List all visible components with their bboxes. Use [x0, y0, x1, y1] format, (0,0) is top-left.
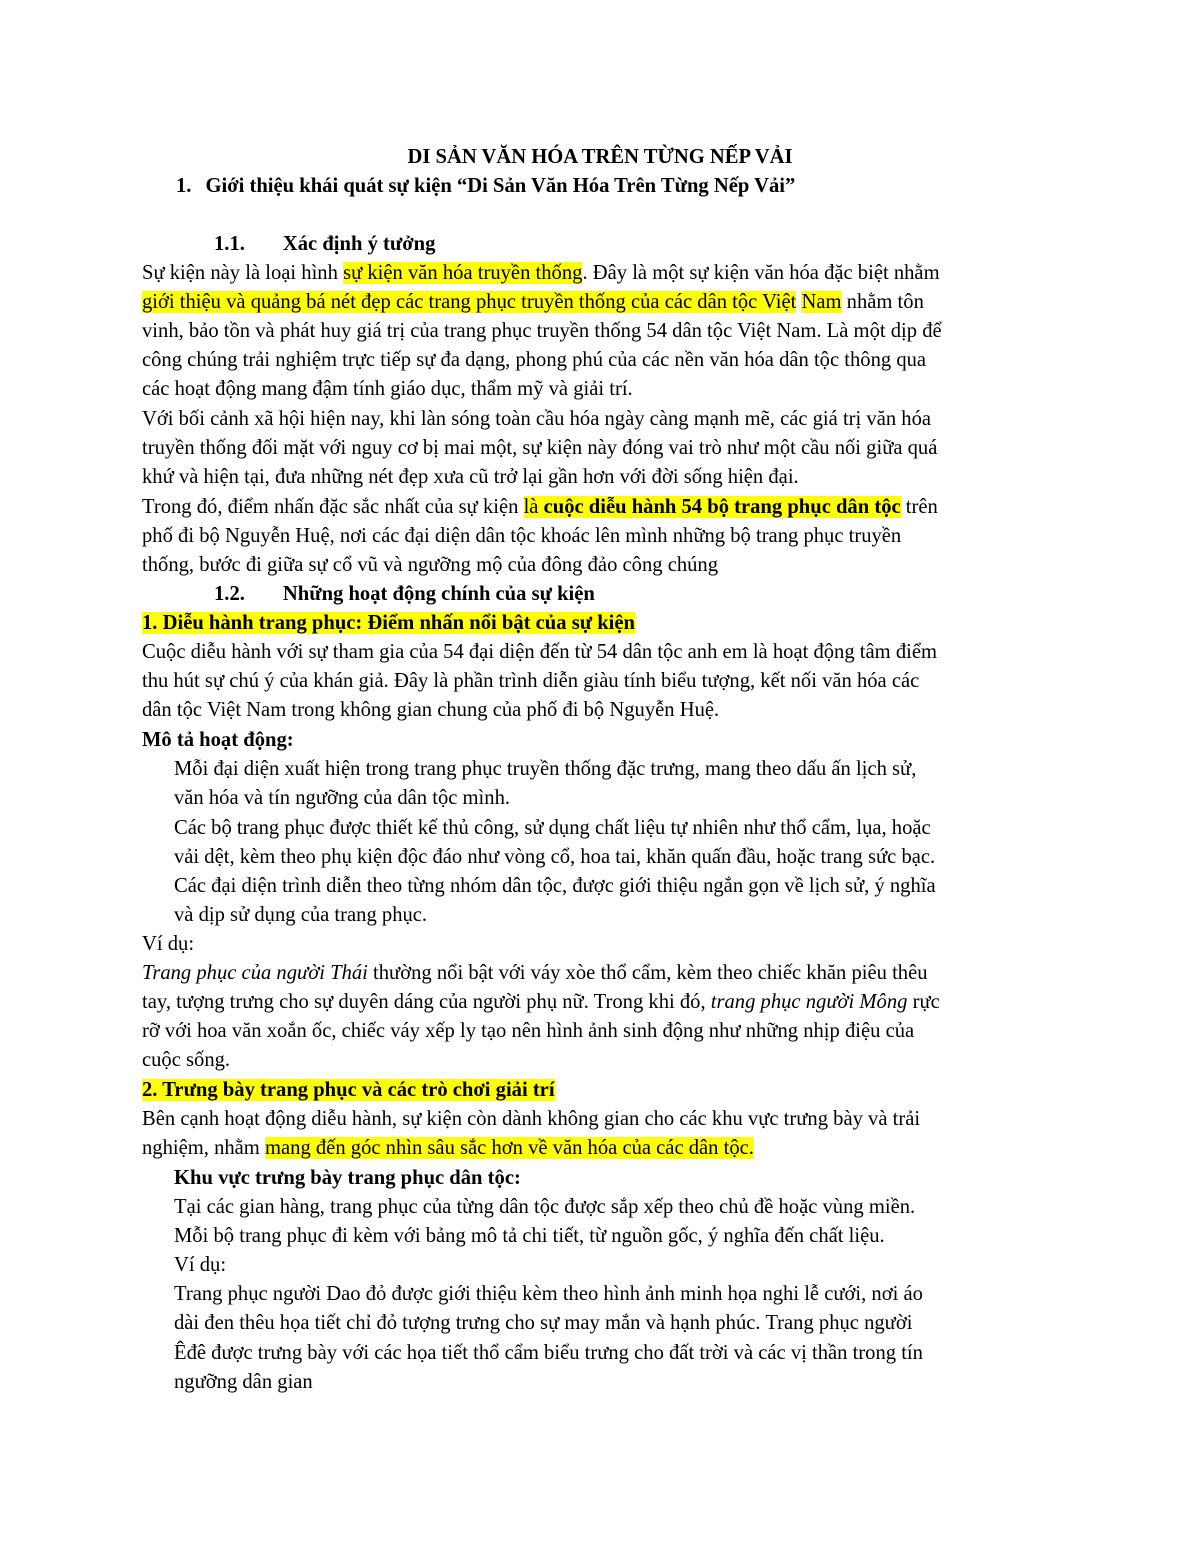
paragraph-line — [142, 988, 940, 1017]
highlighted-heading: 2. Trưng bày trang phục và các trò chơi giải trí — [142, 1079, 555, 1101]
text-run: Sự kiện này là loại hình — [142, 262, 344, 284]
paragraph-line — [142, 259, 940, 288]
heading-1-1-text: Xác định ý tưởng — [282, 233, 436, 255]
heading-1-2-text: Những hoạt động chính của sự kiện — [282, 583, 595, 605]
text-run: tay, tượng trưng cho sự duyên dáng của người phụ nữ. Trong khi đó, — [142, 991, 711, 1013]
heading-1-1-number: 1.1. — [214, 233, 245, 255]
paragraph-line: phố đi bộ Nguyễn Huệ, nơi các đại diện dân tộc khoác lên mình những bộ trang phục truyền — [142, 525, 902, 547]
paragraph-line — [142, 493, 938, 522]
paragraph-line: ngưỡng dân gian — [174, 1371, 313, 1393]
highlighted-text: mang đến góc nhìn sâu sắc hơn về văn hóa của các dân tộc. — [264, 1137, 754, 1159]
paragraph-line: văn hóa và tín ngưỡng của dân tộc mình. — [174, 787, 511, 809]
paragraph-line: Với bối cảnh xã hội hiện nay, khi làn sóng toàn cầu hóa ngày càng mạnh mẽ, các giá trị văn hóa — [142, 408, 932, 430]
text-run: . Đây là một sự kiện văn hóa đặc biệt nhằm — [582, 262, 940, 284]
paragraph-line: vải dệt, kèm theo phụ kiện độc đáo như vòng cổ, hoa tai, khăn quấn đầu, hoặc trang sức bạc. — [174, 846, 936, 868]
paragraph-line: dân tộc Việt Nam trong không gian chung của phố đi bộ Nguyễn Huệ. — [142, 699, 720, 721]
paragraph-line: Trang phục người Dao đỏ được giới thiệu kèm theo hình ảnh minh họa nghi lễ cưới, nơi áo — [174, 1283, 923, 1305]
paragraph-line: và dịp sử dụng của trang phục. — [174, 904, 428, 926]
paragraph-line: Êđê được trưng bày với các họa tiết thổ cẩm biểu trưng cho đất trời và các vị thần trong tín — [174, 1342, 923, 1364]
heading-1-number: 1. — [176, 175, 192, 197]
paragraph-line: Các đại diện trình diễn theo từng nhóm dân tộc, được giới thiệu ngắn gọn về lịch sử, ý nghĩa — [174, 875, 936, 897]
display-area-heading: Khu vực trưng bày trang phục dân tộc: — [174, 1167, 521, 1189]
italic-text: trang phục người Mông — [710, 991, 908, 1013]
document-title: DI SẢN VĂN HÓA TRÊN TỪNG NẾP VẢI — [407, 146, 793, 168]
paragraph-line: khứ và hiện tại, đưa những nét đẹp xưa cũ trở lại gần hơn với đời sống hiện đại. — [142, 466, 799, 488]
example-label: Ví dụ: — [142, 933, 195, 955]
paragraph-line: Các bộ trang phục được thiết kế thủ công, sử dụng chất liệu tự nhiên như thổ cẩm, lụa, hoặc — [174, 817, 931, 839]
highlighted-text: là — [523, 496, 544, 518]
text-run: trên — [900, 496, 938, 518]
text-run: thường nổi bật với váy xòe thổ cẩm, kèm theo chiếc khăn piêu thêu — [367, 962, 928, 984]
paragraph-line — [142, 959, 928, 988]
text-run: nhằm tôn — [841, 291, 924, 313]
section-1-heading — [142, 609, 635, 638]
paragraph-line: công chúng trải nghiệm trực tiếp sự đa dạng, phong phú của các nền văn hóa dân tộc thông qua — [142, 349, 927, 371]
description-heading: Mô tả hoạt động: — [142, 729, 294, 751]
highlighted-text: giới thiệu và quảng bá nét đẹp các trang phục truyền thống của các dân tộc Việt — [142, 291, 797, 313]
heading-1-2 — [214, 580, 595, 609]
paragraph-line: Mỗi đại diện xuất hiện trong trang phục truyền thống đặc trưng, mang theo dấu ấn lịch sử, — [174, 758, 917, 780]
section-2-heading — [142, 1076, 555, 1105]
highlighted-text: Nam — [801, 291, 842, 313]
paragraph-line: Ví dụ: — [174, 1254, 227, 1276]
paragraph-line: vinh, bảo tồn và phát huy giá trị của trang phục truyền thống 54 dân tộc Việt Nam. Là một dịp để — [142, 320, 942, 342]
heading-1-1 — [214, 230, 435, 259]
highlighted-bold-text: cuộc diễu hành 54 bộ trang phục dân tộc — [543, 496, 901, 518]
paragraph-line — [142, 288, 924, 317]
paragraph-line: thống, bước đi giữa sự cổ vũ và ngưỡng mộ của đông đảo công chúng — [142, 554, 719, 576]
paragraph-line — [142, 1134, 754, 1163]
text-run: nghiệm, nhằm — [142, 1137, 265, 1159]
paragraph-line: Tại các gian hàng, trang phục của từng dân tộc được sắp xếp theo chủ đề hoặc vùng miền. — [174, 1196, 916, 1218]
paragraph-line: Bên cạnh hoạt động diễu hành, sự kiện còn dành không gian cho các khu vực trưng bày và trải — [142, 1108, 921, 1130]
text-run: Trong đó, điểm nhấn đặc sắc nhất của sự kiện — [142, 496, 524, 518]
highlighted-text: sự kiện văn hóa truyền thống — [343, 262, 583, 284]
heading-1-text: Giới thiệu khái quát sự kiện “Di Sản Văn Hóa Trên Từng Nếp Vải” — [205, 175, 796, 197]
text-run: rực — [907, 991, 940, 1013]
paragraph-line: cuộc sống. — [142, 1049, 231, 1071]
heading-1-2-number: 1.2. — [214, 583, 245, 605]
paragraph-line: truyền thống đối mặt với nguy cơ bị mai một, sự kiện này đóng vai trò như một cầu nối giữa quá — [142, 437, 938, 459]
paragraph-line: dài đen thêu họa tiết chỉ đỏ tượng trưng cho sự may mắn và hạnh phúc. Trang phục người — [174, 1312, 913, 1334]
paragraph-line: Cuộc diễu hành với sự tham gia của 54 đại diện đến từ 54 dân tộc anh em là hoạt động tâm điểm — [142, 641, 937, 663]
heading-1 — [176, 172, 795, 201]
italic-text: Trang phục của người Thái — [142, 962, 368, 984]
paragraph-line: thu hút sự chú ý của khán giả. Đây là phần trình diễn giàu tính biểu tượng, kết nối văn hóa các — [142, 670, 920, 692]
paragraph-line: Mỗi bộ trang phục đi kèm với bảng mô tả chi tiết, từ nguồn gốc, ý nghĩa đến chất liệu. — [174, 1225, 885, 1247]
highlighted-heading: 1. Diễu hành trang phục: Điểm nhấn nổi bật của sự kiện — [142, 612, 635, 634]
paragraph-line: rỡ với hoa văn xoắn ốc, chiếc váy xếp ly tạo nên hình ảnh sinh động như những nhịp điệu của — [142, 1020, 915, 1042]
paragraph-line: các hoạt động mang đậm tính giáo dục, thẩm mỹ và giải trí. — [142, 378, 633, 400]
